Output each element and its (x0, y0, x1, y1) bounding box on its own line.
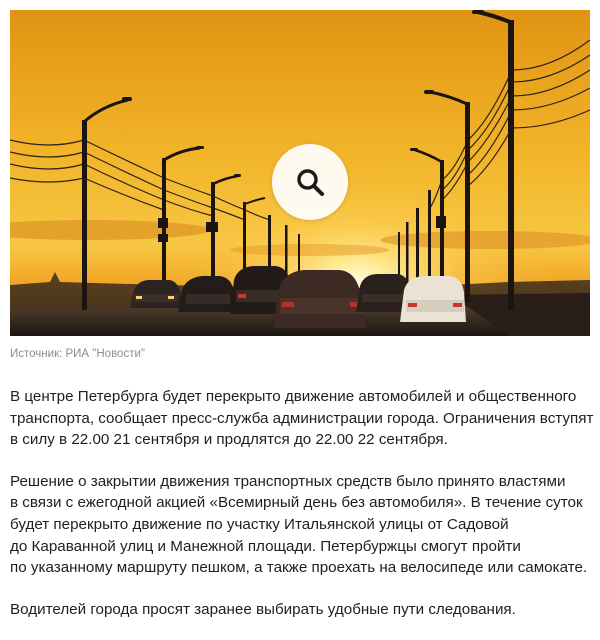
article-paragraph: Решение о закрытии движения транспортных средств было принято властями в связи с ежегодной акцией «Всемирный день без автомобиля». В течение суток будет перекрыто движение по участку Итальянской улицы от Садовой до Караванной улиц и Манежной площади. Петербуржцы смогут пройти по указанному маршруту пешком, а также проехать на велосипеде или самокате. (10, 472, 588, 577)
article-paragraph: Водителей города просят заранее выбирать удобные пути следования. (10, 600, 516, 618)
search-icon (295, 167, 325, 197)
article-body (10, 386, 595, 640)
zoom-button[interactable] (272, 144, 348, 220)
image-caption: Источник: РИА "Новости" (10, 348, 145, 360)
article-photo[interactable] (10, 10, 590, 336)
article-paragraph: В центре Петербурга будет перекрыто движение автомобилей и общественного транспорта, сообщает пресс-служба администрации города. Ограничения вступят в силу в 22.00 21 сентября и продлятся до 22.00 22 сентября. (10, 388, 594, 449)
